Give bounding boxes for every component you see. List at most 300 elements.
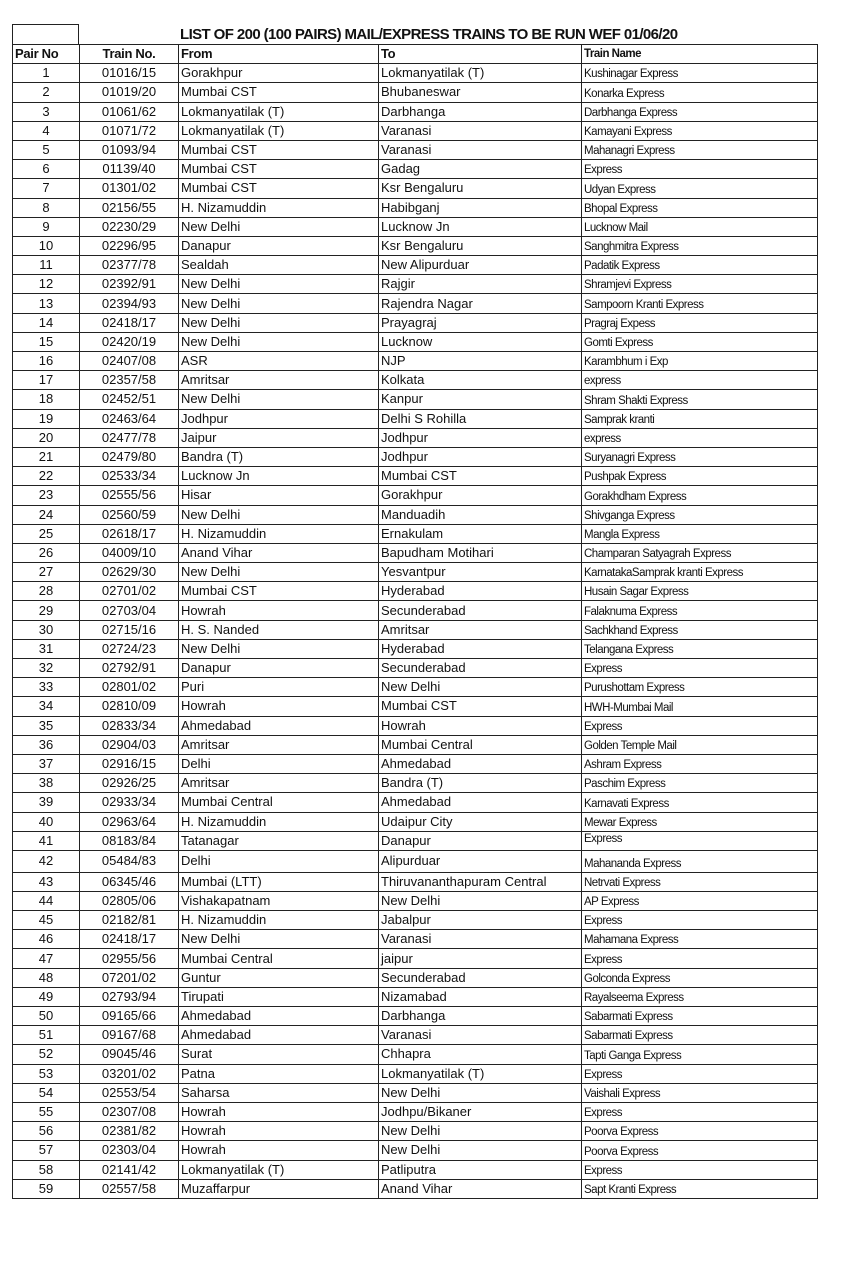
to-cell: New Delhi — [379, 891, 582, 910]
from-cell: Patna — [179, 1064, 379, 1083]
train-no-cell: 02307/08 — [80, 1102, 179, 1121]
pair-no-cell: 42 — [13, 850, 80, 872]
train-name-cell: express — [582, 371, 818, 390]
blank-header-cell — [12, 24, 79, 44]
train-no-cell: 02182/81 — [80, 911, 179, 930]
train-no-cell: 02230/29 — [80, 217, 179, 236]
table-row — [13, 774, 818, 793]
train-no-cell: 06345/46 — [80, 872, 179, 891]
pair-no-cell: 26 — [13, 543, 80, 562]
train-no-cell: 02392/91 — [80, 275, 179, 294]
table-row — [13, 179, 818, 198]
from-cell: Howrah — [179, 697, 379, 716]
from-cell: Amritsar — [179, 735, 379, 754]
pair-no-cell: 10 — [13, 236, 80, 255]
train-name-cell: Konarka Express — [582, 83, 818, 102]
pair-no-cell: 50 — [13, 1007, 80, 1026]
to-cell: Manduadih — [379, 505, 582, 524]
table-row — [13, 543, 818, 562]
to-cell: Patliputra — [379, 1160, 582, 1179]
train-name-cell: Champaran Satyagrah Express — [582, 543, 818, 562]
table-row — [13, 352, 818, 371]
pair-no-cell: 36 — [13, 735, 80, 754]
from-cell: ASR — [179, 352, 379, 371]
to-cell: jaipur — [379, 949, 582, 968]
table-row — [13, 102, 818, 121]
table-row — [13, 850, 818, 872]
table-row — [13, 121, 818, 140]
table-row — [13, 428, 818, 447]
train-no-cell: 02377/78 — [80, 256, 179, 275]
train-name-cell: Poorva Express — [582, 1122, 818, 1141]
table-row — [13, 659, 818, 678]
train-no-cell: 02792/91 — [80, 659, 179, 678]
from-cell: Vishakapatnam — [179, 891, 379, 910]
train-name-cell: Kamayani Express — [582, 121, 818, 140]
table-row — [13, 754, 818, 773]
from-cell: Guntur — [179, 968, 379, 987]
from-cell: H. Nizamuddin — [179, 812, 379, 831]
pair-no-cell: 13 — [13, 294, 80, 313]
table-row — [13, 1064, 818, 1083]
train-no-cell: 08183/84 — [80, 831, 179, 850]
train-name-cell: Shram Shakti Express — [582, 390, 818, 409]
train-no-cell: 02703/04 — [80, 601, 179, 620]
table-row — [13, 678, 818, 697]
table-row — [13, 198, 818, 217]
train-name-cell: Darbhanga Express — [582, 102, 818, 121]
pair-no-cell: 33 — [13, 678, 80, 697]
train-name-cell: Express — [582, 1064, 818, 1083]
table-row — [13, 987, 818, 1006]
pair-no-cell: 31 — [13, 639, 80, 658]
train-no-cell: 02955/56 — [80, 949, 179, 968]
train-no-cell: 02553/54 — [80, 1083, 179, 1102]
table-row — [13, 620, 818, 639]
table-row — [13, 716, 818, 735]
to-cell: Habibganj — [379, 198, 582, 217]
pair-no-cell: 43 — [13, 872, 80, 891]
table-row — [13, 601, 818, 620]
train-name-cell: Mangla Express — [582, 524, 818, 543]
to-cell: Darbhanga — [379, 102, 582, 121]
pair-no-cell: 14 — [13, 313, 80, 332]
table-row — [13, 1102, 818, 1121]
pair-no-cell: 41 — [13, 831, 80, 850]
to-cell: Jodhpu/Bikaner — [379, 1102, 582, 1121]
train-name-cell: Express — [582, 1102, 818, 1121]
train-no-cell: 02724/23 — [80, 639, 179, 658]
table-row — [13, 160, 818, 179]
train-no-cell: 02916/15 — [80, 754, 179, 773]
column-header-from: From — [179, 45, 379, 64]
train-name-cell: HWH-Mumbai Mail — [582, 697, 818, 716]
pair-no-cell: 17 — [13, 371, 80, 390]
table-row — [13, 891, 818, 910]
to-cell: Lucknow — [379, 332, 582, 351]
table-row — [13, 409, 818, 428]
train-no-cell: 02833/34 — [80, 716, 179, 735]
from-cell: Mumbai CST — [179, 160, 379, 179]
to-cell: Ksr Bengaluru — [379, 236, 582, 255]
train-no-cell: 02479/80 — [80, 447, 179, 466]
pair-no-cell: 52 — [13, 1045, 80, 1064]
from-cell: Howrah — [179, 1122, 379, 1141]
header-row — [13, 45, 818, 64]
pair-no-cell: 1 — [13, 64, 80, 83]
to-cell: New Delhi — [379, 1122, 582, 1141]
pair-no-cell: 11 — [13, 256, 80, 275]
pair-no-cell: 29 — [13, 601, 80, 620]
train-no-cell: 02303/04 — [80, 1141, 179, 1160]
train-no-cell: 02452/51 — [80, 390, 179, 409]
from-cell: Mumbai CST — [179, 140, 379, 159]
pair-no-cell: 45 — [13, 911, 80, 930]
to-cell: Kanpur — [379, 390, 582, 409]
to-cell: Varanasi — [379, 930, 582, 949]
pair-no-cell: 48 — [13, 968, 80, 987]
table-row — [13, 1045, 818, 1064]
table-row — [13, 505, 818, 524]
table-row — [13, 930, 818, 949]
train-no-cell: 02533/34 — [80, 467, 179, 486]
from-cell: Sealdah — [179, 256, 379, 275]
train-no-cell: 02618/17 — [80, 524, 179, 543]
train-name-cell: Telangana Express — [582, 639, 818, 658]
train-no-cell: 02715/16 — [80, 620, 179, 639]
to-cell: Lokmanyatilak (T) — [379, 64, 582, 83]
train-no-cell: 02805/06 — [80, 891, 179, 910]
train-name-cell: Padatik Express — [582, 256, 818, 275]
from-cell: Danapur — [179, 659, 379, 678]
train-no-cell: 09167/68 — [80, 1026, 179, 1045]
from-cell: Jodhpur — [179, 409, 379, 428]
table-row — [13, 524, 818, 543]
from-cell: New Delhi — [179, 313, 379, 332]
from-cell: Surat — [179, 1045, 379, 1064]
from-cell: Gorakhpur — [179, 64, 379, 83]
train-no-cell: 01071/72 — [80, 121, 179, 140]
table-row — [13, 256, 818, 275]
train-no-cell: 02407/08 — [80, 352, 179, 371]
train-no-cell: 02933/34 — [80, 793, 179, 812]
train-no-cell: 02810/09 — [80, 697, 179, 716]
from-cell: Howrah — [179, 601, 379, 620]
from-cell: New Delhi — [179, 505, 379, 524]
train-no-cell: 07201/02 — [80, 968, 179, 987]
pair-no-cell: 5 — [13, 140, 80, 159]
from-cell: Bandra (T) — [179, 447, 379, 466]
from-cell: Mumbai CST — [179, 179, 379, 198]
train-no-cell: 01019/20 — [80, 83, 179, 102]
train-no-cell: 01301/02 — [80, 179, 179, 198]
train-name-cell: Karambhum i Exp — [582, 352, 818, 371]
to-cell: Bhubaneswar — [379, 83, 582, 102]
column-header-train-name: Train Name — [582, 45, 818, 64]
train-name-cell: Pragraj Expess — [582, 313, 818, 332]
table-row — [13, 1160, 818, 1179]
train-no-cell: 02420/19 — [80, 332, 179, 351]
train-name-cell: Mahamana Express — [582, 930, 818, 949]
train-name-cell: Mahanagri Express — [582, 140, 818, 159]
to-cell: Kolkata — [379, 371, 582, 390]
train-name-cell: Sapt Kranti Express — [582, 1179, 818, 1198]
to-cell: Yesvantpur — [379, 563, 582, 582]
to-cell: Secunderabad — [379, 659, 582, 678]
pair-no-cell: 2 — [13, 83, 80, 102]
to-cell: Varanasi — [379, 121, 582, 140]
table-row — [13, 582, 818, 601]
train-no-cell: 02555/56 — [80, 486, 179, 505]
train-no-cell: 09165/66 — [80, 1007, 179, 1026]
from-cell: Saharsa — [179, 1083, 379, 1102]
from-cell: Amritsar — [179, 774, 379, 793]
train-no-cell: 01061/62 — [80, 102, 179, 121]
table-row — [13, 313, 818, 332]
train-no-cell: 02701/02 — [80, 582, 179, 601]
train-no-cell: 02418/17 — [80, 930, 179, 949]
to-cell: Ahmedabad — [379, 793, 582, 812]
column-header-train-no: Train No. — [80, 45, 179, 64]
train-no-cell: 02357/58 — [80, 371, 179, 390]
from-cell: Howrah — [179, 1102, 379, 1121]
train-no-cell: 01093/94 — [80, 140, 179, 159]
column-header-to: To — [379, 45, 582, 64]
from-cell: New Delhi — [179, 930, 379, 949]
table-row — [13, 639, 818, 658]
from-cell: New Delhi — [179, 332, 379, 351]
train-name-cell: express — [582, 428, 818, 447]
table-row — [13, 140, 818, 159]
to-cell: Darbhanga — [379, 1007, 582, 1026]
pair-no-cell: 27 — [13, 563, 80, 582]
to-cell: Ksr Bengaluru — [379, 179, 582, 198]
table-row — [13, 968, 818, 987]
train-name-cell: Poorva Express — [582, 1141, 818, 1160]
table-row — [13, 1122, 818, 1141]
train-name-cell: Falaknuma Express — [582, 601, 818, 620]
train-name-cell: KarnatakaSamprak kranti Express — [582, 563, 818, 582]
train-name-cell: Express — [582, 716, 818, 735]
to-cell: Gadag — [379, 160, 582, 179]
train-no-cell: 02156/55 — [80, 198, 179, 217]
pair-no-cell: 24 — [13, 505, 80, 524]
to-cell: Lucknow Jn — [379, 217, 582, 236]
train-name-cell: Shivganga Express — [582, 505, 818, 524]
to-cell: Varanasi — [379, 140, 582, 159]
column-header-pair-no: Pair No — [13, 45, 80, 64]
pair-no-cell: 7 — [13, 179, 80, 198]
to-cell: Bapudham Motihari — [379, 543, 582, 562]
from-cell: Hisar — [179, 486, 379, 505]
from-cell: Ahmedabad — [179, 1007, 379, 1026]
to-cell: NJP — [379, 352, 582, 371]
pair-no-cell: 12 — [13, 275, 80, 294]
train-no-cell: 02296/95 — [80, 236, 179, 255]
train-no-cell: 02793/94 — [80, 987, 179, 1006]
pair-no-cell: 21 — [13, 447, 80, 466]
train-name-cell: Express — [582, 160, 818, 179]
from-cell: Danapur — [179, 236, 379, 255]
train-name-cell: Sampoorn Kranti Express — [582, 294, 818, 313]
pair-no-cell: 25 — [13, 524, 80, 543]
pair-no-cell: 55 — [13, 1102, 80, 1121]
train-name-cell: Pushpak Express — [582, 467, 818, 486]
from-cell: Mumbai (LTT) — [179, 872, 379, 891]
to-cell: Hyderabad — [379, 582, 582, 601]
train-name-cell: Tapti Ganga Express — [582, 1045, 818, 1064]
train-name-cell: Netrvati Express — [582, 872, 818, 891]
pair-no-cell: 35 — [13, 716, 80, 735]
table-row — [13, 236, 818, 255]
train-name-cell: Kushinagar Express — [582, 64, 818, 83]
to-cell: Howrah — [379, 716, 582, 735]
train-no-cell: 02418/17 — [80, 313, 179, 332]
to-cell: Jodhpur — [379, 447, 582, 466]
from-cell: Muzaffarpur — [179, 1179, 379, 1198]
from-cell: Mumbai CST — [179, 83, 379, 102]
from-cell: Mumbai Central — [179, 793, 379, 812]
pair-no-cell: 38 — [13, 774, 80, 793]
from-cell: Lokmanyatilak (T) — [179, 1160, 379, 1179]
train-name-cell: Shramjevi Express — [582, 275, 818, 294]
from-cell: H. S. Nanded — [179, 620, 379, 639]
train-name-cell: Express — [582, 949, 818, 968]
from-cell: Amritsar — [179, 371, 379, 390]
to-cell: Anand Vihar — [379, 1179, 582, 1198]
to-cell: Udaipur City — [379, 812, 582, 831]
table-row — [13, 1141, 818, 1160]
from-cell: Anand Vihar — [179, 543, 379, 562]
pair-no-cell: 47 — [13, 949, 80, 968]
train-no-cell: 02904/03 — [80, 735, 179, 754]
to-cell: Lokmanyatilak (T) — [379, 1064, 582, 1083]
trains-table — [12, 44, 818, 1199]
from-cell: Ahmedabad — [179, 1026, 379, 1045]
train-name-cell: Gorakhdham Express — [582, 486, 818, 505]
to-cell: Ahmedabad — [379, 754, 582, 773]
to-cell: Bandra (T) — [379, 774, 582, 793]
train-list-sheet — [12, 24, 818, 1199]
table-row — [13, 563, 818, 582]
pair-no-cell: 28 — [13, 582, 80, 601]
train-name-cell: Karnavati Express — [582, 793, 818, 812]
to-cell: Danapur — [379, 831, 582, 850]
train-no-cell: 01139/40 — [80, 160, 179, 179]
to-cell: Amritsar — [379, 620, 582, 639]
table-row — [13, 831, 818, 850]
pair-no-cell: 30 — [13, 620, 80, 639]
table-row — [13, 486, 818, 505]
to-cell: Ernakulam — [379, 524, 582, 543]
table-row — [13, 697, 818, 716]
to-cell: Delhi S Rohilla — [379, 409, 582, 428]
from-cell: New Delhi — [179, 217, 379, 236]
train-no-cell: 02477/78 — [80, 428, 179, 447]
from-cell: Mumbai Central — [179, 949, 379, 968]
train-name-cell: Sachkhand Express — [582, 620, 818, 639]
train-name-cell: Paschim Express — [582, 774, 818, 793]
train-no-cell: 02463/64 — [80, 409, 179, 428]
train-name-cell: Mahananda Express — [582, 850, 818, 872]
pair-no-cell: 6 — [13, 160, 80, 179]
pair-no-cell: 4 — [13, 121, 80, 140]
pair-no-cell: 23 — [13, 486, 80, 505]
pair-no-cell: 57 — [13, 1141, 80, 1160]
document-title: LIST OF 200 (100 PAIRS) MAIL/EXPRESS TRAINS TO BE RUN WEF 01/06/20 — [180, 26, 678, 43]
from-cell: Mumbai CST — [179, 582, 379, 601]
train-no-cell: 04009/10 — [80, 543, 179, 562]
table-row — [13, 1007, 818, 1026]
train-name-cell: Sabarmati Express — [582, 1007, 818, 1026]
to-cell: Thiruvananthapuram Central — [379, 872, 582, 891]
pair-no-cell: 34 — [13, 697, 80, 716]
from-cell: Ahmedabad — [179, 716, 379, 735]
pair-no-cell: 56 — [13, 1122, 80, 1141]
train-no-cell: 02560/59 — [80, 505, 179, 524]
train-name-cell: Samprak kranti — [582, 409, 818, 428]
table-row — [13, 812, 818, 831]
train-no-cell: 09045/46 — [80, 1045, 179, 1064]
train-no-cell: 02141/42 — [80, 1160, 179, 1179]
table-row — [13, 872, 818, 891]
table-row — [13, 467, 818, 486]
train-name-cell: Sabarmati Express — [582, 1026, 818, 1045]
table-row — [13, 911, 818, 930]
pair-no-cell: 22 — [13, 467, 80, 486]
train-no-cell: 02394/93 — [80, 294, 179, 313]
train-name-cell: Express — [582, 911, 818, 930]
train-no-cell: 01016/15 — [80, 64, 179, 83]
from-cell: New Delhi — [179, 563, 379, 582]
pair-no-cell: 15 — [13, 332, 80, 351]
train-name-cell: Lucknow Mail — [582, 217, 818, 236]
train-name-cell: Suryanagri Express — [582, 447, 818, 466]
table-row — [13, 1026, 818, 1045]
title-row — [12, 24, 818, 44]
table-row — [13, 949, 818, 968]
from-cell: New Delhi — [179, 639, 379, 658]
train-name-cell: Golden Temple Mail — [582, 735, 818, 754]
pair-no-cell: 16 — [13, 352, 80, 371]
train-no-cell: 02557/58 — [80, 1179, 179, 1198]
train-name-cell: Mewar Express — [582, 812, 818, 831]
pair-no-cell: 51 — [13, 1026, 80, 1045]
table-row — [13, 793, 818, 812]
train-name-cell: Express — [582, 1160, 818, 1179]
from-cell: Jaipur — [179, 428, 379, 447]
to-cell: Prayagraj — [379, 313, 582, 332]
train-no-cell: 02381/82 — [80, 1122, 179, 1141]
to-cell: Alipurduar — [379, 850, 582, 872]
train-name-cell: Gomti Express — [582, 332, 818, 351]
pair-no-cell: 39 — [13, 793, 80, 812]
pair-no-cell: 53 — [13, 1064, 80, 1083]
train-name-cell: Vaishali Express — [582, 1083, 818, 1102]
pair-no-cell: 8 — [13, 198, 80, 217]
table-row — [13, 735, 818, 754]
to-cell: New Delhi — [379, 1141, 582, 1160]
train-name-cell: Express — [582, 831, 818, 850]
from-cell: Tirupati — [179, 987, 379, 1006]
pair-no-cell: 37 — [13, 754, 80, 773]
to-cell: Hyderabad — [379, 639, 582, 658]
from-cell: New Delhi — [179, 294, 379, 313]
to-cell: New Delhi — [379, 678, 582, 697]
pair-no-cell: 44 — [13, 891, 80, 910]
table-row — [13, 332, 818, 351]
train-name-cell: Purushottam Express — [582, 678, 818, 697]
